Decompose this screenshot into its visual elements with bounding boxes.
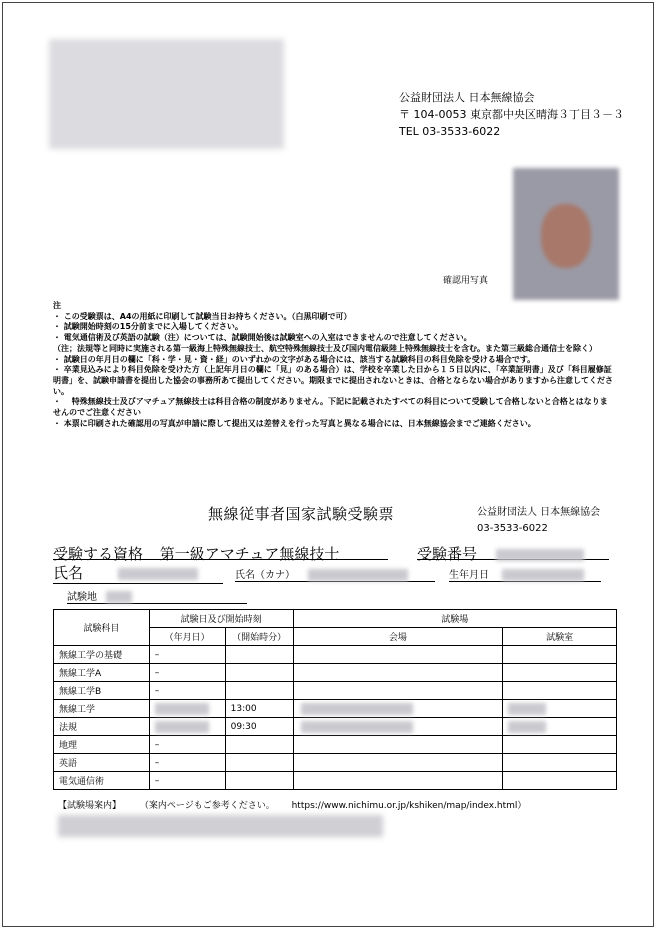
subject-cell: 地理 (54, 736, 150, 754)
room-cell (503, 646, 617, 664)
qualification-value: 第一級アマチュア無線技士 (159, 545, 340, 563)
venue-guide (58, 798, 526, 811)
dob-label: 生年月日 (449, 570, 489, 581)
room-cell (503, 736, 617, 754)
time-cell (225, 754, 293, 772)
redacted-date (155, 721, 209, 733)
header-room: 試験室 (503, 628, 617, 646)
header-address: 〒 104-0053 東京都中央区晴海３丁目３－３ (399, 108, 624, 121)
note-item: （注；法規等と同時に実施される第一級海上特殊無線技士、航空特殊無線技士及び国内電信級陸上特殊無線技士を含む。また第三級総合通信士を除く） (53, 343, 597, 353)
header-org: 公益財団法人 日本無線協会 (399, 91, 535, 104)
room-cell (503, 772, 617, 790)
redacted-name (118, 568, 198, 580)
time-cell: 09:30 (225, 718, 293, 736)
note-item: ・ この受験票は、A4の用紙に印刷して試験当日お持ちください。（白黒印刷で可） (53, 311, 352, 321)
venue-cell (293, 772, 503, 790)
id-photo (513, 168, 619, 300)
dob-line (449, 566, 601, 582)
table-row (54, 700, 617, 718)
exam-number-line (417, 543, 609, 563)
guide-url[interactable]: https://www.nichimu.or.jp/kshiken/map/index.html） (291, 801, 527, 811)
venue-cell (293, 682, 503, 700)
date-cell: – (149, 664, 225, 682)
time-cell (225, 772, 293, 790)
redacted-date (155, 703, 209, 715)
subject-cell: 無線工学の基礎 (54, 646, 150, 664)
header-date: （年月日） (149, 628, 225, 646)
kana-field (235, 566, 435, 582)
venue-cell (293, 718, 503, 736)
exam-schedule-table (53, 609, 617, 790)
dob-field (449, 566, 601, 582)
room-cell (503, 754, 617, 772)
venue-cell (293, 700, 503, 718)
table-row (54, 682, 617, 700)
exam-ticket-page (2, 2, 654, 927)
table-row (54, 754, 617, 772)
table-row (54, 646, 617, 664)
time-cell (225, 682, 293, 700)
name-field (53, 562, 223, 584)
room-cell (503, 682, 617, 700)
time-cell (225, 646, 293, 664)
location-line (67, 588, 247, 604)
redacted-room (508, 703, 546, 715)
time-cell (225, 736, 293, 754)
note-item: ・ 卒業見込みにより科目免除を受けた方（上記年月日の欄に「見」のある場合）は、学校を卒業した日から１５日以内に、「卒業証明書」及び「科目履修証明書」を、試験申請書を提出した協会の事務所あて提出してください。期限までに提出されないときは、合格とならない場合がありますから注意してください。 (53, 365, 613, 396)
redacted-dob (502, 569, 584, 581)
venue-cell (293, 736, 503, 754)
name-line (53, 562, 223, 584)
note-item: ・ 電気通信術及び英語の試験（注）については、試験開始後は試験室への入室はできませんので注意してください。 (53, 333, 472, 343)
table-row (54, 664, 617, 682)
date-cell: – (149, 646, 225, 664)
location-field (67, 588, 247, 604)
kana-line (235, 566, 435, 582)
note-item: ・ 特殊無線技士及びアマチュア無線技士は科目合格の制度がありません。下記に記載されたすべての科目について受験して合格しないと合格とはなりませんのでご注意ください (53, 397, 608, 418)
kana-label: 氏名（カナ） (235, 570, 295, 581)
exam-number-label: 受験番号 (417, 545, 478, 563)
name-label: 氏名 (53, 564, 84, 582)
subject-cell: 法規 (54, 718, 150, 736)
time-cell (225, 664, 293, 682)
subject-cell: 無線工学B (54, 682, 150, 700)
date-cell: – (149, 754, 225, 772)
redacted-venue (301, 703, 413, 715)
date-cell (149, 700, 225, 718)
note-item: ・ 試験日の年月日の欄に「科・学・見・資・経」のいずれかの文字がある場合には、該当する試験科目の科目免除を受ける場合です。 (53, 354, 536, 364)
redacted-kana (308, 569, 408, 581)
header-tel: TEL 03-3533-6022 (399, 125, 501, 138)
room-cell (503, 664, 617, 682)
notes-heading: 注 (53, 301, 61, 310)
date-cell: – (149, 736, 225, 754)
redacted-location (106, 591, 132, 603)
redacted-venue (301, 721, 413, 733)
subject-cell: 無線工学 (54, 700, 150, 718)
guide-label: 【試験場案内】 (58, 801, 122, 811)
venue-cell (293, 664, 503, 682)
qualification-label: 受験する資格 (53, 545, 144, 563)
redacted-exam-number (496, 549, 584, 561)
location-label: 試験地 (67, 592, 97, 603)
venue-cell (293, 754, 503, 772)
redacted-venue-address (58, 815, 383, 837)
header-venue-group: 試験場 (293, 610, 616, 628)
photo-label: 確認用写真 (443, 276, 489, 286)
guide-text: （案内ページもご参考ください。 (139, 801, 275, 811)
ticket-title: 無線従事者国家試験受験票 (208, 505, 395, 523)
redacted-room (508, 721, 546, 733)
note-item: ・ 本票に印刷された確認用の写真が申請に際して提出又は差替えを行った写真と異なる場合には、日本無線協会までご連絡ください。 (53, 418, 536, 428)
header-address-block (399, 89, 624, 140)
header-subject: 試験科目 (54, 610, 150, 646)
ticket-org: 公益財団法人 日本無線協会 (477, 507, 601, 518)
venue-cell (293, 646, 503, 664)
header-start: （開始時分） (225, 628, 293, 646)
subject-cell: 無線工学A (54, 664, 150, 682)
time-cell: 13:00 (225, 700, 293, 718)
header-venue: 会場 (293, 628, 503, 646)
header-datetime: 試験日及び開始時刻 (149, 610, 293, 628)
subject-cell: 電気通信術 (54, 772, 150, 790)
table-row (54, 772, 617, 790)
room-cell (503, 718, 617, 736)
table-row (54, 736, 617, 754)
room-cell (503, 700, 617, 718)
table-row (54, 718, 617, 736)
date-cell: – (149, 682, 225, 700)
note-item: ・ 試験開始時刻の15分前までに入場してください。 (53, 322, 243, 332)
notes-section (53, 301, 613, 429)
ticket-org-block (477, 505, 600, 537)
date-cell: – (149, 772, 225, 790)
ticket-tel: 03-3533-6022 (477, 523, 548, 534)
date-cell (149, 718, 225, 736)
subject-cell: 英語 (54, 754, 150, 772)
qualification-line (53, 543, 388, 563)
redacted-logo-block (49, 39, 284, 149)
